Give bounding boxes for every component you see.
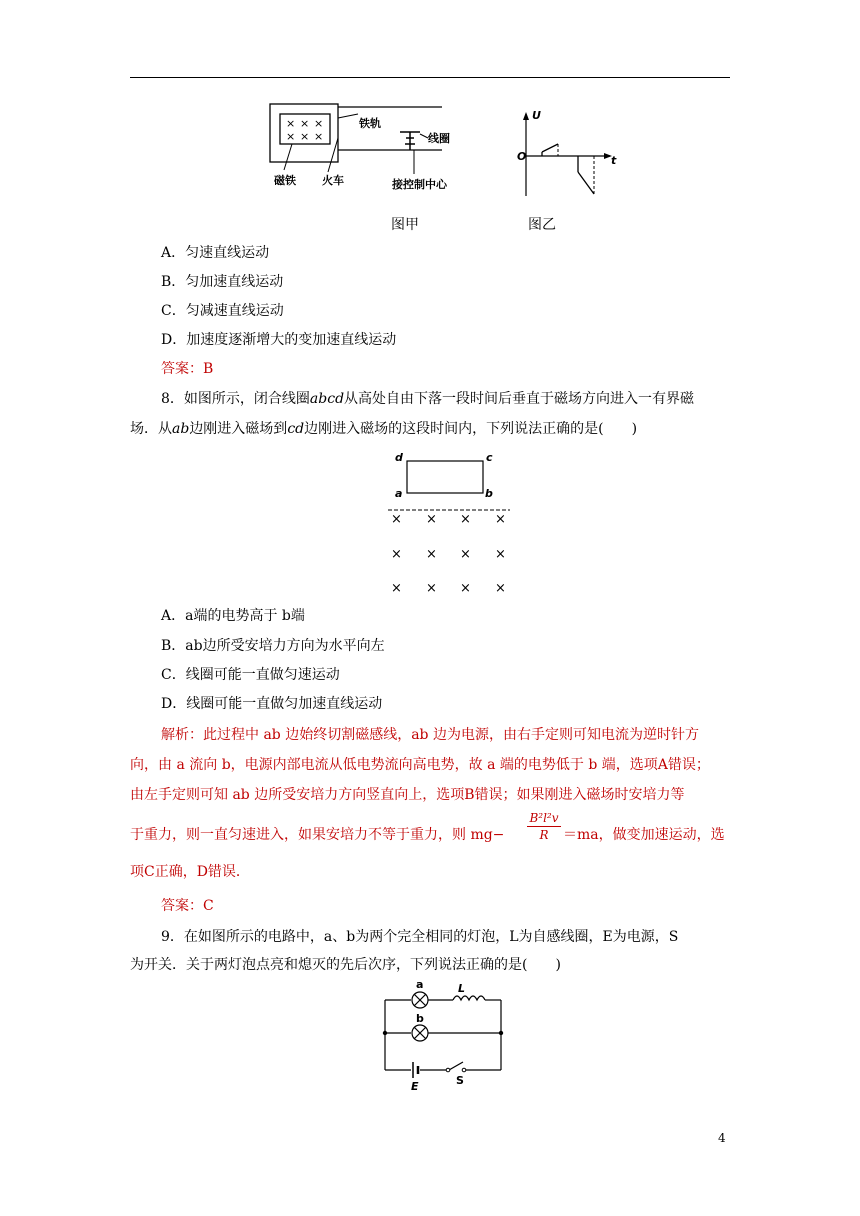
page-number: 4 [718,1131,726,1145]
q8-stem-part: 场．从 [130,421,172,437]
svg-text:×: × [286,130,296,143]
q8-stem-line1 [161,389,694,409]
q8-option-a: A．a端的电势高于 b端 [161,608,305,624]
q8-stem-ab: ab [172,421,190,437]
figure-yi [510,108,620,203]
svg-text:×: × [391,581,402,596]
q9-stem-line2: 为开关．关于两灯泡点亮和熄灭的先后次序，下列说法正确的是( ) [130,957,561,973]
q8-stem-part: 边刚进入磁场的这段时间内，下列说法正确的是( ) [304,421,638,437]
analysis-line4-end: ＝ma，做变加速运动，选 [563,827,725,843]
svg-text:×: × [391,512,402,527]
svg-text:×: × [495,581,506,596]
corner-c-label: c [486,451,493,464]
q8-answer: 答案：C [161,898,214,914]
magnet-label: 磁铁 [274,174,296,187]
fraction [527,810,561,843]
q7-option-c: C．匀减速直线运动 [161,303,284,319]
corner-a-label: a [395,487,403,500]
battery-e-label: E [411,1080,419,1093]
q8-stem-line2 [130,419,637,439]
svg-text:×: × [460,547,471,562]
q7-option-d: D．加速度逐渐增大的变加速直线运动 [161,332,397,348]
svg-text:×: × [300,117,310,130]
header-rule [130,77,730,78]
svg-text:×: × [314,130,324,143]
lamp-b-label: b [416,1012,424,1025]
analysis-line5: 项C正确，D错误． [130,864,250,880]
q8-stem-part: 8．如图所示，闭合线圈 [161,391,310,407]
svg-text:×: × [495,547,506,562]
q8-option-d: D．线圈可能一直做匀加速直线运动 [161,696,383,712]
q8-stem-part: 边刚进入磁场到 [189,421,288,437]
analysis-line3: 由左手定则可知 ab 边所受安培力方向竖直向上，选项B错误；如果刚进入磁场时安培力等 [130,787,685,803]
coil-abcd [407,461,483,493]
analysis-line2: 向，由 a 流向 b，电源内部电流从低电势流向高电势，故 a 端的电势低于 b 端，选项A错误； [130,757,710,773]
field-cross-marks [391,512,506,596]
q7-option-b: B．匀加速直线运动 [161,274,284,290]
coil-shape [400,132,420,150]
fraction-numerator: B²l²v [527,810,561,827]
magnet-cross-marks [286,117,323,143]
svg-text:×: × [426,581,437,596]
fraction-denominator: R [539,828,549,842]
coil-label: 线圈 [428,132,450,145]
control-center-label: 接控制中心 [392,178,447,191]
q7-option-a: A．匀速直线运动 [161,245,270,261]
u-axis-label: U [532,109,541,122]
q8-stem-cd: cd [287,421,305,437]
q9-stem-line1: 9．在如图所示的电路中，a、b为两个完全相同的灯泡，L为自感线圈，E为电源，S [161,929,679,945]
q8-stem-abcd: abcd [309,391,345,407]
corner-b-label: b [485,487,493,500]
analysis-line4-start: 于重力，则一直匀速进入，如果安培力不等于重力，则 mg− [130,827,505,843]
origin-label: O [517,150,527,163]
figure-q8-coil-field [380,448,520,598]
svg-text:×: × [286,117,296,130]
svg-text:×: × [495,512,506,527]
svg-text:×: × [426,512,437,527]
svg-text:×: × [460,581,471,596]
switch-s [449,1062,463,1070]
train-label: 火车 [322,174,344,187]
analysis-line1: 解析：此过程中 ab 边始终切割磁感线，ab 边为电源，由右手定则可知电流为逆时针方 [161,727,699,743]
switch-s-label: S [456,1074,464,1087]
svg-text:×: × [460,512,471,527]
inductor-l [453,996,485,1000]
svg-text:×: × [300,130,310,143]
caption-jia: 图甲 [391,217,419,233]
pos-pulse [542,144,558,152]
svg-text:×: × [314,117,324,130]
inductor-l-label: L [458,982,466,995]
svg-text:×: × [426,547,437,562]
lamp-a-label: a [416,978,424,991]
analysis-line4 [130,825,504,845]
rail-label: 铁轨 [359,117,381,130]
q7-answer: 答案：B [161,361,214,377]
q8-option-b: B．ab边所受安培力方向为水平向左 [161,638,385,654]
neg-pulse [578,172,594,194]
svg-text:×: × [391,547,402,562]
caption-yi: 图乙 [528,217,556,233]
t-axis-label: t [611,154,617,167]
q8-stem-part: 从高处自由下落一段时间后垂直于磁场方向进入一有界磁 [344,391,695,407]
figure-q9-circuit [375,978,510,1088]
q8-option-c: C．线圈可能一直做匀速运动 [161,667,340,683]
corner-d-label: d [395,451,403,464]
